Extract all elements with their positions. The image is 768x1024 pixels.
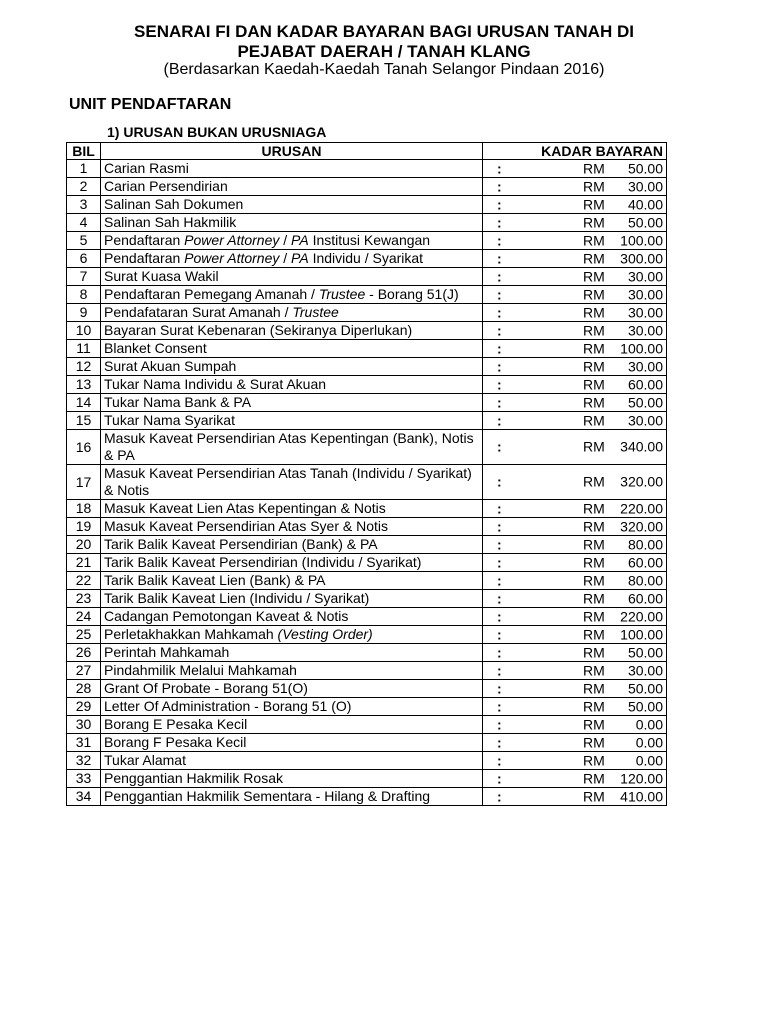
- row-bil: 14: [67, 394, 101, 412]
- fee-amount: 60.00: [627, 554, 663, 570]
- separator-colon: :: [497, 232, 502, 248]
- row-urusan: Perintah Mahkamah: [101, 644, 483, 662]
- currency-label: RM: [583, 268, 605, 284]
- row-kadar: [483, 412, 667, 430]
- fee-amount: 0.00: [635, 716, 663, 732]
- table-row: [67, 412, 667, 430]
- fee-amount: 320.00: [620, 518, 663, 534]
- table-row: [67, 250, 667, 268]
- urusan-italic-text: Trustee: [318, 286, 366, 302]
- row-kadar: [483, 572, 667, 590]
- row-kadar: [483, 752, 667, 770]
- currency-label: RM: [583, 590, 605, 606]
- separator-colon: :: [497, 340, 502, 356]
- row-urusan: Tukar Alamat: [101, 752, 483, 770]
- row-kadar: [483, 160, 667, 178]
- row-bil: 27: [67, 662, 101, 680]
- fee-amount: 30.00: [627, 178, 663, 194]
- section-heading: 1) URUSAN BUKAN URUSNIAGA: [107, 124, 327, 140]
- currency-label: RM: [583, 394, 605, 410]
- fee-amount: 30.00: [627, 322, 663, 338]
- row-kadar: [483, 214, 667, 232]
- table-row: [67, 734, 667, 752]
- row-urusan: Surat Akuan Sumpah: [101, 358, 483, 376]
- table-row: [67, 376, 667, 394]
- fee-amount: 30.00: [627, 304, 663, 320]
- row-urusan: [101, 286, 483, 304]
- currency-label: RM: [583, 376, 605, 392]
- row-bil: 8: [67, 286, 101, 304]
- currency-label: RM: [583, 554, 605, 570]
- table-row: [67, 178, 667, 196]
- table-row: [67, 608, 667, 626]
- row-urusan: Salinan Sah Hakmilik: [101, 214, 483, 232]
- table-row: [67, 680, 667, 698]
- document-subtitle: (Berdasarkan Kaedah-Kaedah Tanah Selangor Pindaan 2016): [163, 61, 605, 78]
- currency-label: RM: [583, 232, 605, 248]
- row-bil: 23: [67, 590, 101, 608]
- fee-amount: 30.00: [627, 662, 663, 678]
- row-kadar: [483, 178, 667, 196]
- row-urusan: Blanket Consent: [101, 340, 483, 358]
- urusan-text: Individu / Syarikat: [308, 250, 424, 266]
- fee-amount: 0.00: [635, 752, 663, 768]
- currency-label: RM: [583, 322, 605, 338]
- row-urusan: Tarik Balik Kaveat Lien (Bank) & PA: [101, 572, 483, 590]
- row-kadar: [483, 518, 667, 536]
- column-header-urusan: URUSAN: [101, 143, 483, 160]
- row-urusan: Tarik Balik Kaveat Lien (Individu / Syarikat): [101, 590, 483, 608]
- fee-amount: 30.00: [627, 412, 663, 428]
- row-urusan: Masuk Kaveat Persendirian Atas Syer & Notis: [101, 518, 483, 536]
- currency-label: RM: [583, 644, 605, 660]
- row-bil: 4: [67, 214, 101, 232]
- table-row: [67, 626, 667, 644]
- currency-label: RM: [583, 412, 605, 428]
- urusan-italic-text: PA: [291, 250, 309, 266]
- row-urusan: Tarik Balik Kaveat Persendirian (Bank) & PA: [101, 536, 483, 554]
- separator-colon: :: [497, 250, 502, 266]
- row-bil: 29: [67, 698, 101, 716]
- row-urusan: Cadangan Pemotongan Kaveat & Notis: [101, 608, 483, 626]
- table-header-row: [67, 143, 667, 160]
- urusan-text: Pendafataran Surat Amanah /: [104, 304, 293, 320]
- row-bil: 30: [67, 716, 101, 734]
- row-kadar: [483, 268, 667, 286]
- table-row: [67, 536, 667, 554]
- row-bil: 13: [67, 376, 101, 394]
- fee-amount: 50.00: [627, 644, 663, 660]
- separator-colon: :: [497, 322, 502, 338]
- separator-colon: :: [497, 500, 502, 516]
- fee-amount: 0.00: [635, 734, 663, 750]
- currency-label: RM: [583, 770, 605, 786]
- row-kadar: [483, 394, 667, 412]
- row-kadar: [483, 286, 667, 304]
- row-bil: 19: [67, 518, 101, 536]
- currency-label: RM: [583, 160, 605, 176]
- row-urusan: Penggantian Hakmilik Sementara - Hilang & Drafting: [101, 788, 483, 806]
- urusan-italic-text: Power Attorney: [184, 250, 280, 266]
- separator-colon: :: [497, 590, 502, 606]
- urusan-text: Pendaftaran: [104, 250, 185, 266]
- separator-colon: :: [497, 358, 502, 374]
- fee-amount: 30.00: [627, 268, 663, 284]
- separator-colon: :: [497, 734, 502, 750]
- row-kadar: [483, 590, 667, 608]
- row-kadar: [483, 430, 667, 465]
- row-bil: 34: [67, 788, 101, 806]
- currency-label: RM: [583, 734, 605, 750]
- unit-heading: UNIT PENDAFTARAN: [69, 96, 232, 113]
- row-urusan: [101, 626, 483, 644]
- fee-amount: 100.00: [620, 232, 663, 248]
- separator-colon: :: [497, 160, 502, 176]
- currency-label: RM: [583, 500, 605, 516]
- separator-colon: :: [497, 572, 502, 588]
- row-bil: 17: [67, 465, 101, 500]
- separator-colon: :: [497, 304, 502, 320]
- separator-colon: :: [497, 626, 502, 642]
- currency-label: RM: [583, 626, 605, 642]
- table-row: [67, 698, 667, 716]
- separator-colon: :: [497, 196, 502, 212]
- row-kadar: [483, 698, 667, 716]
- row-urusan: [101, 250, 483, 268]
- table-row: [67, 662, 667, 680]
- row-bil: 12: [67, 358, 101, 376]
- row-kadar: [483, 196, 667, 214]
- table-row: [67, 340, 667, 358]
- separator-colon: :: [497, 394, 502, 410]
- table-row: [67, 322, 667, 340]
- row-bil: 6: [67, 250, 101, 268]
- table-row: [67, 644, 667, 662]
- fee-amount: 50.00: [627, 698, 663, 714]
- row-bil: 16: [67, 430, 101, 465]
- currency-label: RM: [583, 250, 605, 266]
- row-kadar: [483, 376, 667, 394]
- row-urusan: Bayaran Surat Kebenaran (Sekiranya Diperlukan): [101, 322, 483, 340]
- row-urusan: Pindahmilik Melalui Mahkamah: [101, 662, 483, 680]
- currency-label: RM: [583, 518, 605, 534]
- row-urusan: Borang E Pesaka Kecil: [101, 716, 483, 734]
- row-bil: 24: [67, 608, 101, 626]
- table-row: [67, 590, 667, 608]
- table-row: [67, 572, 667, 590]
- fee-amount: 320.00: [620, 473, 663, 490]
- urusan-text: Pendaftaran: [104, 232, 185, 248]
- fee-amount: 100.00: [620, 340, 663, 356]
- fee-amount: 30.00: [627, 286, 663, 302]
- fee-amount: 30.00: [627, 358, 663, 374]
- row-bil: 31: [67, 734, 101, 752]
- row-kadar: [483, 322, 667, 340]
- row-bil: 15: [67, 412, 101, 430]
- separator-colon: :: [497, 268, 502, 284]
- row-urusan: Borang F Pesaka Kecil: [101, 734, 483, 752]
- urusan-text: Perletakhakkan Mahkamah: [104, 626, 278, 642]
- fee-amount: 120.00: [620, 770, 663, 786]
- table-row: [67, 554, 667, 572]
- urusan-text: Institusi Kewangan: [308, 232, 431, 248]
- separator-colon: :: [497, 178, 502, 194]
- row-urusan: Tarik Balik Kaveat Persendirian (Individu / Syarikat): [101, 554, 483, 572]
- row-kadar: [483, 340, 667, 358]
- row-kadar: [483, 358, 667, 376]
- separator-colon: :: [497, 412, 502, 428]
- fee-amount: 50.00: [627, 394, 663, 410]
- row-urusan: Tukar Nama Syarikat: [101, 412, 483, 430]
- fee-amount: 220.00: [620, 500, 663, 516]
- separator-colon: :: [497, 608, 502, 624]
- currency-label: RM: [583, 662, 605, 678]
- row-bil: 10: [67, 322, 101, 340]
- row-urusan: Carian Persendirian: [101, 178, 483, 196]
- table-row: [67, 394, 667, 412]
- row-kadar: [483, 465, 667, 500]
- row-kadar: [483, 662, 667, 680]
- fee-amount: 410.00: [620, 788, 663, 804]
- separator-colon: :: [497, 286, 502, 302]
- currency-label: RM: [583, 178, 605, 194]
- row-kadar: [483, 250, 667, 268]
- row-kadar: [483, 626, 667, 644]
- row-bil: 7: [67, 268, 101, 286]
- row-bil: 3: [67, 196, 101, 214]
- row-kadar: [483, 680, 667, 698]
- currency-label: RM: [583, 473, 605, 490]
- table-row: [67, 518, 667, 536]
- table-row: [67, 770, 667, 788]
- row-bil: 26: [67, 644, 101, 662]
- column-header-bil: BIL: [67, 143, 101, 160]
- currency-label: RM: [583, 788, 605, 804]
- currency-label: RM: [583, 716, 605, 732]
- separator-colon: :: [497, 518, 502, 534]
- table-row: [67, 160, 667, 178]
- separator-colon: :: [497, 644, 502, 660]
- row-bil: 32: [67, 752, 101, 770]
- table-row: [67, 716, 667, 734]
- table-row: [67, 430, 667, 465]
- row-bil: 22: [67, 572, 101, 590]
- fee-amount: 50.00: [627, 214, 663, 230]
- urusan-text: /: [279, 250, 292, 266]
- fee-amount: 50.00: [627, 680, 663, 696]
- table-row: [67, 196, 667, 214]
- column-header-kadar: KADAR BAYARAN: [483, 143, 667, 160]
- urusan-italic-text: (Vesting Order): [277, 626, 373, 642]
- row-bil: 11: [67, 340, 101, 358]
- fee-amount: 100.00: [620, 626, 663, 642]
- row-kadar: [483, 536, 667, 554]
- table-row: [67, 214, 667, 232]
- row-bil: 33: [67, 770, 101, 788]
- row-kadar: [483, 734, 667, 752]
- fee-table: [66, 142, 667, 806]
- separator-colon: :: [497, 438, 502, 455]
- table-row: [67, 358, 667, 376]
- row-urusan: Grant Of Probate - Borang 51(O): [101, 680, 483, 698]
- table-row: [67, 465, 667, 500]
- currency-label: RM: [583, 752, 605, 768]
- currency-label: RM: [583, 438, 605, 455]
- fee-amount: 220.00: [620, 608, 663, 624]
- separator-colon: :: [497, 716, 502, 732]
- currency-label: RM: [583, 572, 605, 588]
- separator-colon: :: [497, 536, 502, 552]
- currency-label: RM: [583, 214, 605, 230]
- fee-amount: 60.00: [627, 376, 663, 392]
- separator-colon: :: [497, 680, 502, 696]
- row-bil: 1: [67, 160, 101, 178]
- fee-amount: 340.00: [620, 438, 663, 455]
- fee-amount: 80.00: [627, 536, 663, 552]
- row-bil: 5: [67, 232, 101, 250]
- row-bil: 2: [67, 178, 101, 196]
- currency-label: RM: [583, 196, 605, 212]
- row-bil: 25: [67, 626, 101, 644]
- currency-label: RM: [583, 304, 605, 320]
- separator-colon: :: [497, 698, 502, 714]
- fee-amount: 80.00: [627, 572, 663, 588]
- row-kadar: [483, 716, 667, 734]
- separator-colon: :: [497, 554, 502, 570]
- separator-colon: :: [497, 376, 502, 392]
- row-bil: 9: [67, 304, 101, 322]
- currency-label: RM: [583, 286, 605, 302]
- document-title-line2: PEJABAT DAERAH / TANAH KLANG: [237, 42, 531, 61]
- row-urusan: Penggantian Hakmilik Rosak: [101, 770, 483, 788]
- document-title-line1: SENARAI FI DAN KADAR BAYARAN BAGI URUSAN TANAH DI: [134, 22, 634, 41]
- fee-amount: 300.00: [620, 250, 663, 266]
- table-row: [67, 232, 667, 250]
- separator-colon: :: [497, 752, 502, 768]
- row-kadar: [483, 304, 667, 322]
- row-kadar: [483, 500, 667, 518]
- row-urusan: Carian Rasmi: [101, 160, 483, 178]
- urusan-italic-text: Trustee: [292, 304, 339, 320]
- row-bil: 28: [67, 680, 101, 698]
- row-bil: 20: [67, 536, 101, 554]
- currency-label: RM: [583, 698, 605, 714]
- currency-label: RM: [583, 680, 605, 696]
- urusan-italic-text: Power Attorney: [184, 232, 280, 248]
- row-urusan: Letter Of Administration - Borang 51 (O): [101, 698, 483, 716]
- row-urusan: Masuk Kaveat Persendirian Atas Kepentingan (Bank), Notis & PA: [101, 430, 483, 465]
- table-row: [67, 286, 667, 304]
- urusan-text: /: [279, 232, 292, 248]
- row-urusan: Salinan Sah Dokumen: [101, 196, 483, 214]
- row-kadar: [483, 554, 667, 572]
- row-kadar: [483, 232, 667, 250]
- row-urusan: Surat Kuasa Wakil: [101, 268, 483, 286]
- fee-amount: 60.00: [627, 590, 663, 606]
- row-urusan: Masuk Kaveat Persendirian Atas Tanah (Individu / Syarikat) & Notis: [101, 465, 483, 500]
- row-kadar: [483, 788, 667, 806]
- separator-colon: :: [497, 770, 502, 786]
- separator-colon: :: [497, 214, 502, 230]
- urusan-text: - Borang 51(J): [365, 286, 459, 302]
- currency-label: RM: [583, 340, 605, 356]
- row-urusan: [101, 304, 483, 322]
- currency-label: RM: [583, 536, 605, 552]
- currency-label: RM: [583, 358, 605, 374]
- separator-colon: :: [497, 473, 502, 490]
- currency-label: RM: [583, 608, 605, 624]
- row-bil: 18: [67, 500, 101, 518]
- row-kadar: [483, 770, 667, 788]
- row-bil: 21: [67, 554, 101, 572]
- urusan-text: Pendaftaran Pemegang Amanah /: [104, 286, 319, 302]
- fee-table-body: [67, 160, 667, 806]
- fee-amount: 50.00: [627, 160, 663, 176]
- row-kadar: [483, 608, 667, 626]
- table-row: [67, 500, 667, 518]
- urusan-italic-text: PA: [291, 232, 309, 248]
- separator-colon: :: [497, 788, 502, 804]
- separator-colon: :: [497, 662, 502, 678]
- table-row: [67, 788, 667, 806]
- table-row: [67, 752, 667, 770]
- row-urusan: Tukar Nama Individu & Surat Akuan: [101, 376, 483, 394]
- row-urusan: [101, 232, 483, 250]
- table-row: [67, 304, 667, 322]
- fee-amount: 40.00: [627, 196, 663, 212]
- row-urusan: Masuk Kaveat Lien Atas Kepentingan & Notis: [101, 500, 483, 518]
- row-urusan: Tukar Nama Bank & PA: [101, 394, 483, 412]
- table-row: [67, 268, 667, 286]
- row-kadar: [483, 644, 667, 662]
